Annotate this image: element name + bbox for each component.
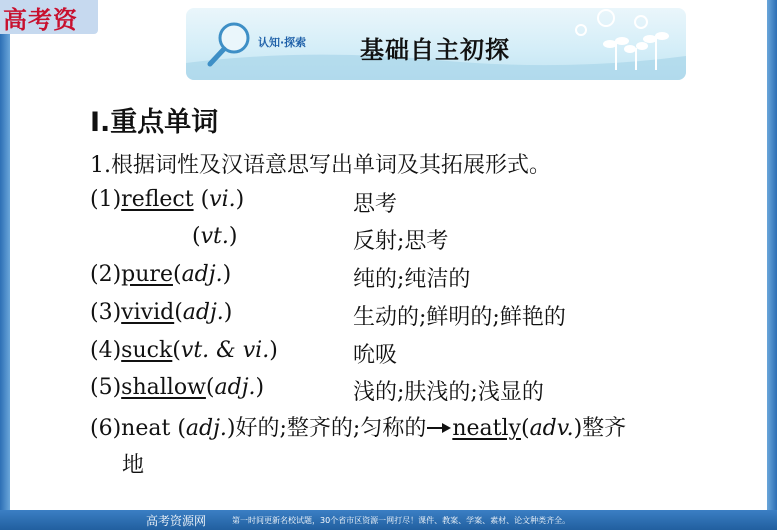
item-meaning: 生动的;鲜明的;鲜艳的: [353, 305, 566, 330]
item-row-5: (5)shallow(adj.): [90, 375, 265, 400]
derived-word: neatly: [452, 416, 521, 441]
footer-message: 第一时间更新名校试题，30个省市区资源一网打尽！课件、教案、学案、素材、论文种类齐全。: [232, 516, 571, 525]
item-word: suck: [121, 338, 173, 363]
derived-meaning: 整齐: [582, 416, 627, 441]
item-pos: vt.: [200, 224, 229, 249]
item-row-1: (1)reflect (vi.): [90, 187, 245, 212]
item-row-4: (4)suck(vt. & vi.): [90, 338, 278, 363]
item-row-6: (6)neat (adj.)好的;整齐的;匀称的 neatly(adv.)整齐 地: [90, 416, 627, 478]
item-number: (4): [90, 338, 122, 363]
item-number: (5): [90, 375, 122, 400]
instruction-text: 1.根据词性及汉语意思写出单词及其拓展形式。: [90, 153, 551, 178]
derived-pos: adv.: [529, 416, 574, 441]
item-word: reflect: [121, 187, 194, 212]
item-number: (1): [90, 187, 122, 212]
item-number: (3): [90, 300, 122, 325]
item-pos: adj.: [181, 262, 223, 287]
section-banner: [186, 8, 686, 80]
logo: [0, 0, 98, 34]
item-meaning: 反射;思考: [353, 229, 449, 254]
item-meaning: 纯的;纯洁的: [353, 267, 471, 292]
banner-tag: 认知·探索: [258, 36, 307, 49]
item-meaning: 吮吸: [353, 343, 398, 368]
item-word: neat: [121, 416, 171, 441]
item-word: pure: [121, 262, 173, 287]
derived-meaning-wrap: 地: [122, 453, 145, 478]
item-pos: adj.: [185, 416, 227, 441]
arrow-right-icon: [426, 415, 452, 437]
item-pos: adj.: [182, 300, 224, 325]
item-row-1b: (vt.): [192, 224, 238, 249]
item-pos: adj.: [214, 375, 256, 400]
item-number: (6): [90, 416, 122, 441]
footer-bar: [0, 510, 777, 530]
item-row-2: (2)pure(adj.): [90, 262, 232, 287]
item-pos: vt. & vi.: [180, 338, 270, 363]
left-frame-border: [0, 0, 10, 510]
item-meaning: 思考: [353, 192, 398, 217]
banner-title: 基础自主初探: [360, 36, 510, 64]
item-meaning: 浅的;肤浅的;浅显的: [353, 380, 544, 405]
logo-text: 高考资: [3, 5, 78, 34]
right-frame-border: [767, 0, 777, 510]
section-title: Ⅰ.重点单词: [90, 107, 219, 138]
item-meaning: 好的;整齐的;匀称的: [235, 416, 427, 441]
item-row-3: (3)vivid(adj.): [90, 300, 233, 325]
item-number: (2): [90, 262, 122, 287]
item-word: shallow: [121, 375, 206, 400]
footer-brand: 高考资源网: [146, 514, 207, 528]
item-word: vivid: [121, 300, 175, 325]
item-pos: vi.: [209, 187, 236, 212]
